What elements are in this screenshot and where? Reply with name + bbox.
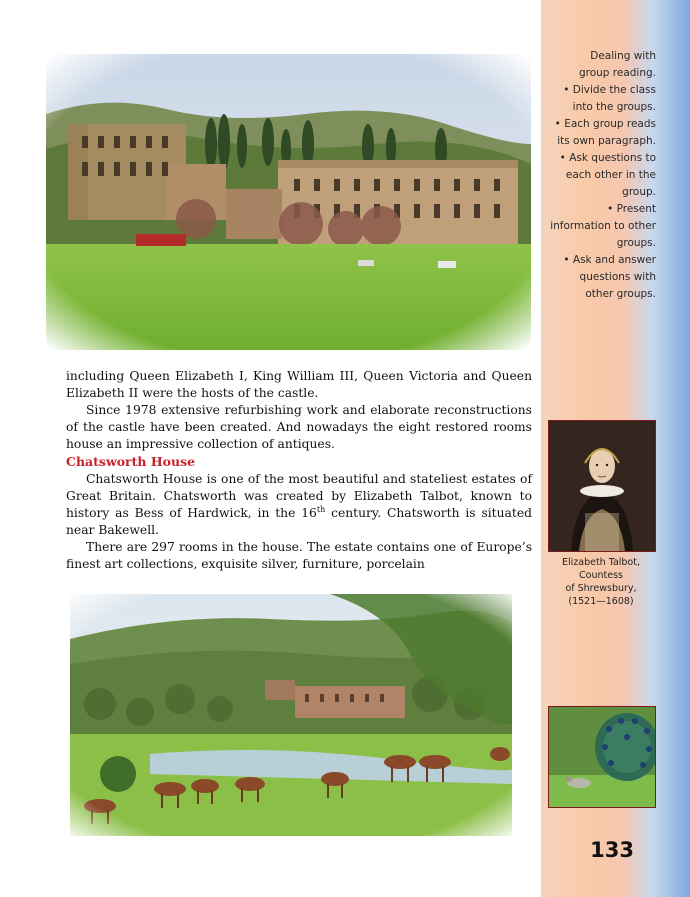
paragraph-part: Chatsworth House is one of the most beautiful and stateliest estates of Great Britain. Chatsworth was created by Elizabeth Talbot, known to history as Bess of Hardwick, in the 16 xyxy=(66,472,532,520)
teacher-notes xyxy=(546,48,656,303)
article-text xyxy=(66,368,532,573)
note-item: • Ask and answer questions with other groups. xyxy=(563,254,656,300)
paragraph: Since 1978 extensive refurbishing work and elaborate reconstructions of the castle have been created. And nowadays the eight restored rooms house an impressive collection of antiques. xyxy=(66,403,532,451)
peacock-image xyxy=(548,706,656,808)
note-item: • Each group reads its own paragraph. xyxy=(554,118,656,147)
paragraph: including Queen Elizabeth I, King William III, Queen Victoria and Queen Elizabeth II were the hosts of the castle. xyxy=(66,369,532,400)
paragraph xyxy=(66,471,532,539)
caption-text: Elizabeth Talbot, Countess of Shrewsbury, (1521—1608) xyxy=(561,557,640,607)
paragraph-part: century. Chatsworth is situated near Bakewell. xyxy=(66,506,532,537)
paragraph: There are 297 rooms in the house. The estate contains one of Europe’s finest art collections, exquisite silver, furniture, porcelain xyxy=(66,540,532,571)
note-item: • Present information to other groups. xyxy=(550,203,656,249)
note-title: Dealing with group reading. xyxy=(578,50,656,79)
page-number: 133 xyxy=(590,838,634,862)
note-item: • Divide the class into the groups. xyxy=(563,84,656,113)
portrait-image xyxy=(548,420,656,552)
section-heading: Chatsworth House xyxy=(66,454,196,469)
castle-photo xyxy=(46,54,531,350)
superscript: th xyxy=(316,504,326,514)
portrait-caption xyxy=(548,556,654,608)
deer-park-photo xyxy=(70,594,512,836)
note-item: • Ask questions to each other in the group. xyxy=(559,152,656,198)
